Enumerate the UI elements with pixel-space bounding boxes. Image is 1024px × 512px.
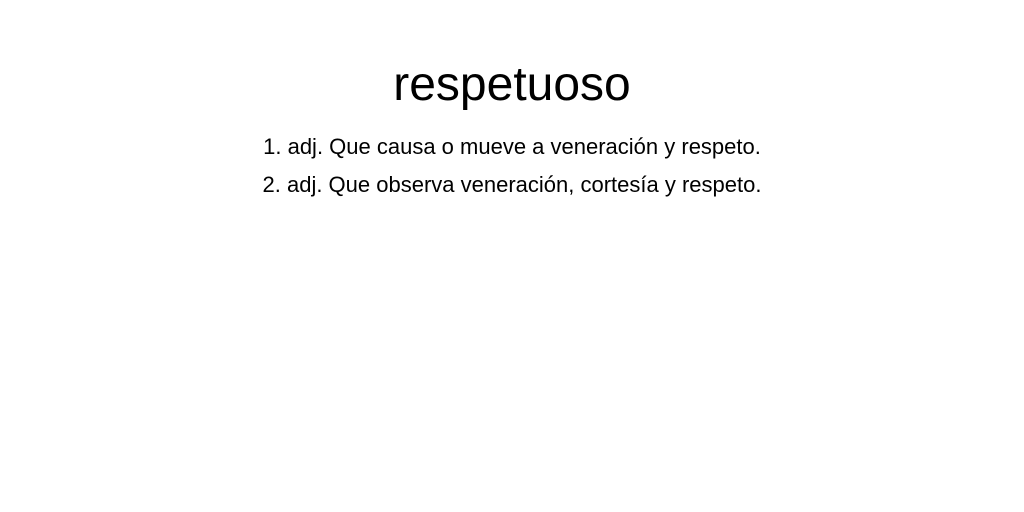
definition-2: 2. adj. Que observa veneración, cortesía y respeto.	[262, 172, 762, 197]
headword: respetuoso	[393, 58, 631, 111]
definition-1: 1. adj. Que causa o mueve a veneración y respeto.	[263, 134, 761, 159]
definition-list	[0, 128, 1024, 204]
